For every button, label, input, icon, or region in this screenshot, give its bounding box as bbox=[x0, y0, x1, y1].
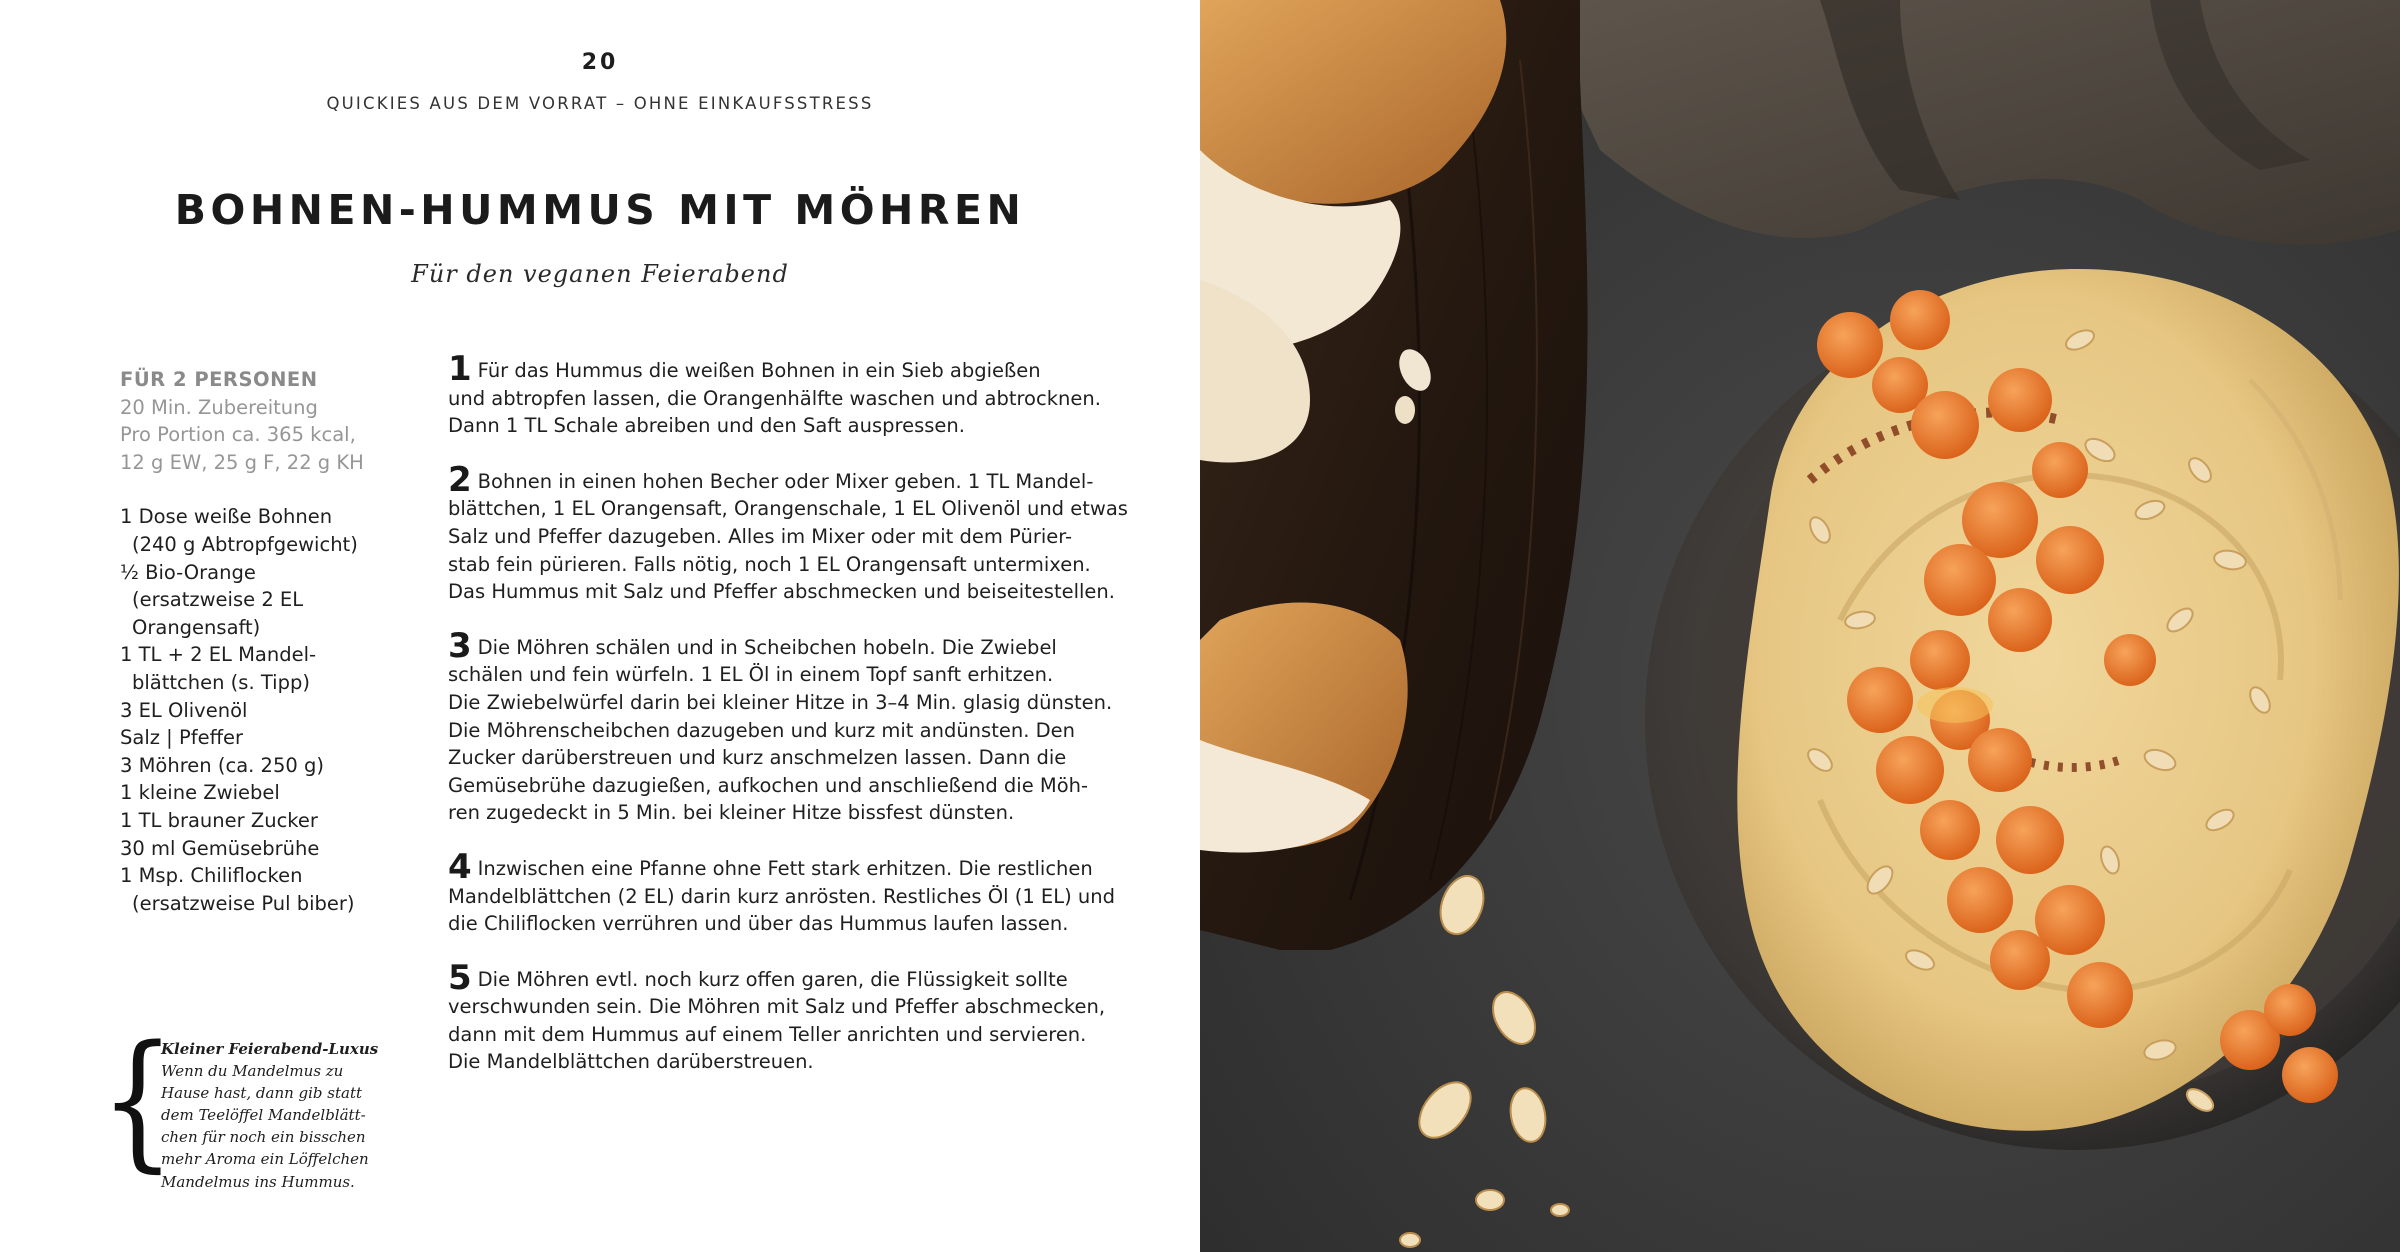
step-line bbox=[448, 459, 1098, 500]
step-line bbox=[448, 625, 1098, 666]
ingredient-item: (ersatzweise 2 EL Orangensaft) bbox=[132, 588, 304, 639]
step-line: Mandelblättchen (2 EL) darin kurz anrösten. Restliches Öl (1 EL) und bbox=[448, 884, 1116, 908]
tip-line: chen für noch ein bisschen bbox=[161, 1128, 366, 1147]
ingredient-item: (240 g Abtropfgewicht) bbox=[132, 532, 358, 556]
tip-line: dem Teelöffel Mandelblätt- bbox=[161, 1106, 366, 1125]
step-line: Zucker darüberstreuen und kurz anschmelzen lassen. Dann die bbox=[448, 746, 1067, 770]
food-photo bbox=[1200, 0, 2400, 1252]
step-line: dann mit dem Hummus auf einem Teller anrichten und servieren. bbox=[448, 1022, 1087, 1046]
step-line: verschwunden sein. Die Möhren mit Salz und Pfeffer abschmecken, bbox=[448, 995, 1106, 1019]
hummus-plate-photo bbox=[1200, 0, 2400, 1252]
step-2 bbox=[448, 459, 1128, 606]
step-line: die Chiliflocken verrühren und über das Hummus laufen lassen. bbox=[448, 912, 1069, 936]
step-text: Die Möhren schälen und in Scheibchen hobeln. Die Zwiebel bbox=[477, 635, 1057, 659]
ingredient-item: 1 TL + 2 EL Mandel- bbox=[120, 643, 317, 667]
ingredient-item: ½ Bio-Orange bbox=[120, 560, 256, 584]
ingredient-item: 1 Dose weiße Bohnen bbox=[120, 505, 333, 529]
tip-text bbox=[161, 1038, 381, 1193]
ingredient-item: 1 TL brauner Zucker bbox=[120, 808, 318, 832]
step-line: Die Mandelblättchen darüberstreuen. bbox=[448, 1050, 814, 1074]
ingredient-item: 3 EL Olivenöl bbox=[120, 698, 248, 722]
recipe-title: BOHNEN-HUMMUS MIT MÖHREN bbox=[174, 186, 1026, 234]
step-line: Dann 1 TL Schale abreiben und den Saft auspressen. bbox=[448, 414, 965, 438]
step-line: blättchen, 1 EL Orangensaft, Orangenschale, 1 EL Olivenöl und etwas bbox=[448, 497, 1128, 521]
servings-label: FÜR 2 PERSONEN bbox=[120, 368, 318, 391]
step-line: stab fein pürieren. Falls nötig, noch 1 EL Orangensaft untermixen. bbox=[448, 552, 1091, 576]
step-line bbox=[448, 349, 1098, 389]
step-line: Die Möhrenscheibchen dazugeben und kurz mit andünsten. Den bbox=[448, 718, 1075, 742]
ingredient-item: (ersatzweise Pul biber) bbox=[132, 891, 355, 915]
step-4 bbox=[448, 846, 1116, 938]
ingredient-item: 3 Möhren (ca. 250 g) bbox=[120, 753, 324, 777]
step-text: Inzwischen eine Pfanne ohne Fett stark erhitzen. Die restlichen bbox=[477, 856, 1093, 880]
ingredient-item: 30 ml Gemüsebrühe bbox=[120, 836, 320, 860]
recipe-subtitle: Für den veganen Feierabend bbox=[411, 260, 789, 288]
step-text: Bohnen in einen hohen Becher oder Mixer geben. 1 TL Mandel- bbox=[477, 469, 1094, 493]
step-number: 4 bbox=[448, 846, 472, 887]
step-text: Die Möhren evtl. noch kurz offen garen, die Flüssigkeit sollte bbox=[477, 967, 1068, 991]
step-line: und abtropfen lassen, die Orangenhälfte waschen und abtrocknen. bbox=[448, 386, 1101, 410]
meta-line: Pro Portion ca. 365 kcal, bbox=[120, 423, 356, 447]
olive-oil-sheen bbox=[1917, 687, 1993, 723]
recipe-meta bbox=[120, 366, 420, 476]
tip-box bbox=[100, 1014, 380, 1200]
step-number: 3 bbox=[448, 625, 472, 666]
ingredient-item: 1 kleine Zwiebel bbox=[120, 781, 280, 805]
ingredients-sidebar bbox=[120, 366, 420, 917]
tip-line: mehr Aroma ein Löffelchen bbox=[161, 1150, 369, 1169]
step-line: ren zugedeckt in 5 Min. bei kleiner Hitze bissfest dünsten. bbox=[448, 801, 1015, 825]
ingredient-item: Salz | Pfeffer bbox=[120, 726, 244, 750]
step-3 bbox=[448, 625, 1113, 827]
meta-line: 12 g EW, 25 g F, 22 g KH bbox=[120, 450, 364, 474]
step-line: schälen und fein würfeln. 1 EL Öl in einem Topf sanft erhitzen. bbox=[448, 663, 1054, 687]
tip-line: Wenn du Mandelmus zu bbox=[161, 1062, 344, 1081]
step-number: 5 bbox=[448, 957, 472, 998]
step-line bbox=[448, 957, 1098, 998]
step-line bbox=[448, 846, 1098, 887]
meta-line: 20 Min. Zubereitung bbox=[120, 395, 318, 419]
page-number: 20 bbox=[581, 50, 619, 75]
running-header: QUICKIES AUS DEM VORRAT – OHNE EINKAUFSSTRESS bbox=[326, 94, 874, 113]
step-line: Salz und Pfeffer dazugeben. Alles im Mixer oder mit dem Pürier- bbox=[448, 524, 1073, 548]
ingredient-item: blättchen (s. Tipp) bbox=[132, 670, 310, 694]
step-1 bbox=[448, 349, 1101, 440]
ingredient-item: 1 Msp. Chiliflocken bbox=[120, 864, 303, 888]
instruction-steps bbox=[448, 349, 1128, 1103]
tip-line: Hause hast, dann gib statt bbox=[161, 1084, 363, 1103]
step-number: 2 bbox=[448, 459, 472, 500]
step-line: Die Zwiebelwürfel darin bei kleiner Hitze in 3–4 Min. glasig dünsten. bbox=[448, 690, 1113, 714]
tip-title: Kleiner Feierabend-Luxus bbox=[161, 1040, 379, 1058]
step-line: Das Hummus mit Salz und Pfeffer abschmecken und beiseitestellen. bbox=[448, 580, 1115, 604]
step-text: Für das Hummus die weißen Bohnen in ein Sieb abgießen bbox=[477, 359, 1041, 382]
ingredient-list bbox=[120, 503, 420, 917]
tip-line: Mandelmus ins Hummus. bbox=[161, 1172, 355, 1191]
curly-brace-icon: { bbox=[100, 1014, 176, 1186]
step-5 bbox=[448, 957, 1106, 1076]
step-line: Gemüsebrühe dazugießen, aufkochen und anschließend die Möh- bbox=[448, 773, 1089, 797]
step-number: 1 bbox=[448, 349, 472, 389]
